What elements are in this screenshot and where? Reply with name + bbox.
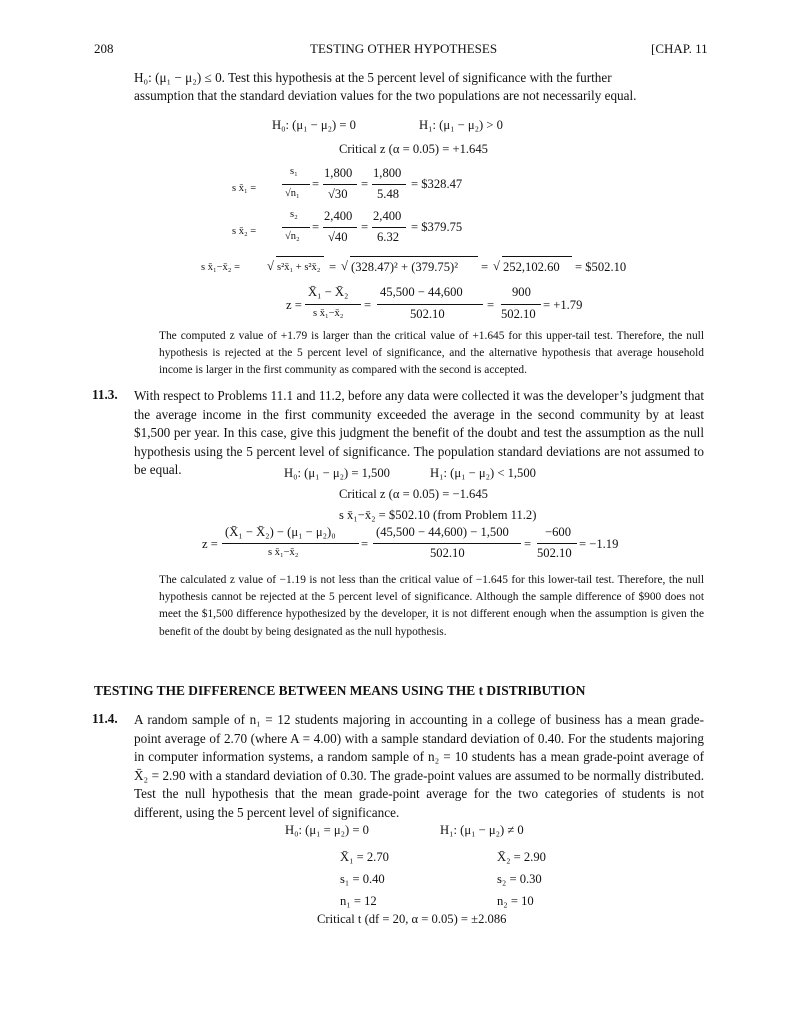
p113-conclusion: The calculated z value of −1.19 is not less than the critical value of −1.645 for this lower-tail test. Therefore, the null hypothesis cannot be rejected at the 5 percent level of significance. Although the sample difference of $900 does not meet the $1,500 difference hypothesized by the developer, it is not different enough when the assumption is given the benefit of the doubt by being designated as the null hypothesis. [159,574,704,638]
p114-n1: n₁ = 12 [340,894,377,908]
p114-critical: Critical t (df = 20, α = 0.05) = ±2.086 [317,912,507,926]
p113-text: With respect to Problems 11.1 and 11.2, before any data were collected it was the developer’s judgment that the average income in the first community exceeded the average in the second community by at least $1,500 per year. In this case, give this judgment the benefit of the doubt and test the assumption as the null hypothesis using the 5 percent level of significance. The population standard deviations are not assumed to be equal. [134,388,704,478]
p114-h1: H₁: (μ₁ − μ₂) ≠ 0 [440,823,524,837]
p113-h1: H₁: (μ₁ − μ₂) < 1,500 [430,466,536,480]
p114-h0: H₀: (μ₁ = μ₂) = 0 [285,823,369,837]
p114-s1: s₁ = 0.40 [340,872,385,886]
p114-x1: X̄₁ = 2.70 [340,850,389,864]
p112-conclusion: The computed z value of +1.79 is larger than the critical value of +1.645 for this upper-tail test. Therefore, the null hypothesis is rejected at the 5 percent level of significance, and the alternative hypothesis that average household income is larger in the first community as compared with the second is accepted. [159,330,704,377]
problem-number-11-4: 11.4. [92,711,118,726]
p113-se: s x̄₁−x̄₂ = $502.10 (from Problem 11.2) [339,508,537,522]
chapter-label: [CHAP. 11 [651,41,708,56]
p112-h1: H₁: (μ₁ − μ₂) > 0 [419,118,503,132]
p114-text: A random sample of n₁ = 12 students majoring in accounting in a college of business has a mean grade-point average of 2.70 (where A = 4.00) with a sample standard deviation of 0.40. For the students majoring in computer information systems, a random sample of n₂ = 10 students has a mean grade-point average of X̄₂ = 2.90 with a standard deviation of 0.30. The grade-point values are assumed to be normally distributed. Test the null hypothesis that the mean grade-point average for the two categories of students is not different, using the 5 percent level of significance. [134,712,704,820]
p113-h0: H₀: (μ₁ − μ₂) = 1,500 [284,466,390,480]
p112-h0: H₀: (μ₁ − μ₂) = 0 [272,118,356,132]
p112-critical: Critical z (α = 0.05) = +1.645 [339,142,488,156]
intro-line-1: H₀: (μ₁ − μ₂) ≤ 0. Test this hypothesis at the 5 percent level of significance with the further [134,70,612,85]
p114-n2: n₂ = 10 [497,894,534,908]
page-number: 208 [94,41,114,56]
p113-critical: Critical z (α = 0.05) = −1.645 [339,487,488,501]
p114-s2: s₂ = 0.30 [497,872,542,886]
intro-line-2: assumption that the standard deviation values for the two populations are not necessarily equal. [134,88,637,103]
running-title: TESTING OTHER HYPOTHESES [310,41,498,56]
problem-number-11-3: 11.3. [92,387,118,402]
p114-x2: X̄₂ = 2.90 [497,850,546,864]
section-heading: TESTING THE DIFFERENCE BETWEEN MEANS USING THE t DISTRIBUTION [94,683,586,698]
